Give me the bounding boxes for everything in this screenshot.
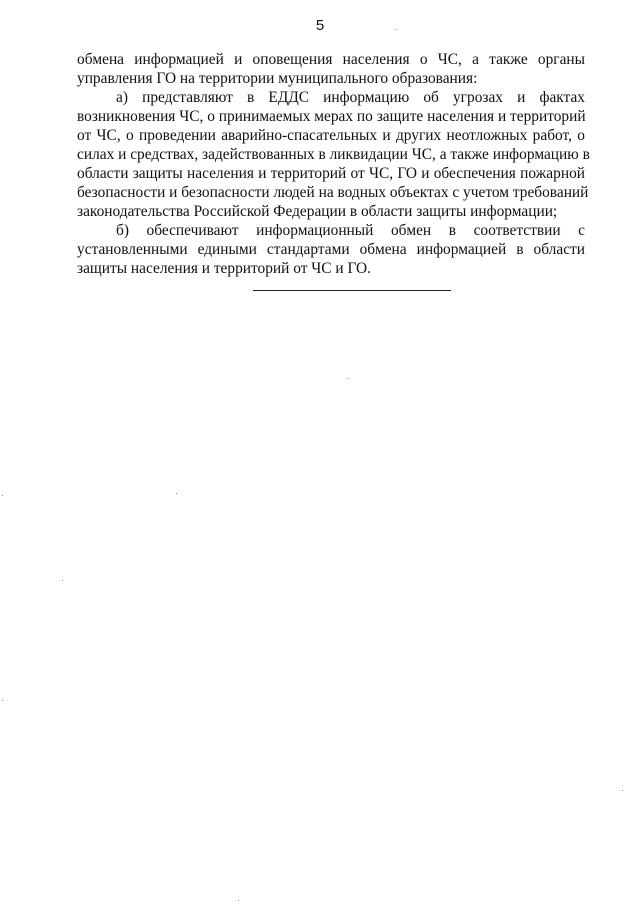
text-line: области защиты населения и территорий от ЧС, ГО и обеспечения пожарной <box>77 165 585 182</box>
text-line: от ЧС, о проведении аварийно-спасательных и других неотложных работ, о <box>77 127 585 144</box>
text-line: установленными едиными стандартами обмена информацией в области <box>77 241 585 258</box>
text-line: безопасности и безопасности людей на водных объектах с учетом требований <box>77 184 589 201</box>
text-line: обмена информацией и оповещения населения о ЧС, а также органы <box>77 51 585 68</box>
document-body <box>77 50 590 278</box>
text-line: силах и средствах, задействованных в ликвидации ЧС, а также информацию в <box>77 146 590 163</box>
text-line: управления ГО на территории муниципального образования: <box>77 70 478 87</box>
paragraph-b-first-line: б) обеспечивают информационный обмен в соответствии с <box>116 222 585 239</box>
scan-speck <box>2 495 3 496</box>
page-number: 5 <box>315 17 325 34</box>
scan-speck <box>176 493 177 494</box>
scan-speck <box>2 700 3 701</box>
scan-speck <box>396 29 397 30</box>
scan-speck <box>622 790 623 791</box>
paragraph-a-first-line: а) представляют в ЕДДС информацию об угрозах и фактах <box>116 89 585 106</box>
scan-speck <box>62 580 63 581</box>
text-line: защиты населения и территорий от ЧС и ГО. <box>77 260 371 277</box>
scan-speck <box>348 378 349 379</box>
separator-line <box>253 290 451 291</box>
text-line: возникновения ЧС, о принимаемых мерах по защите населения и территорий <box>77 108 586 125</box>
scan-speck <box>238 900 239 901</box>
text-line: законодательства Российской Федерации в области защиты информации; <box>77 203 558 220</box>
